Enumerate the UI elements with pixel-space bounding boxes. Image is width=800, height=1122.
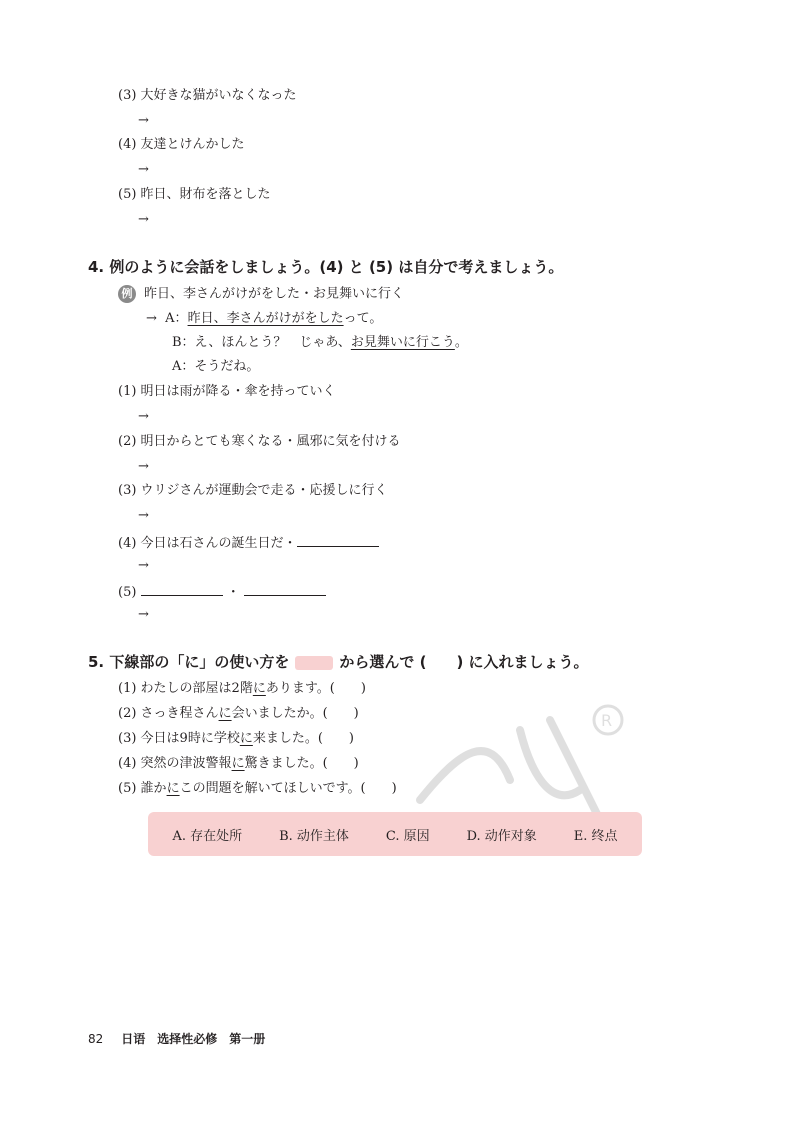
example-line-a2: A：そうだね。 (172, 359, 260, 374)
page-number: 82 (88, 1032, 104, 1046)
answer-blank[interactable] (244, 582, 326, 596)
option-e: E. 终点 (573, 828, 618, 844)
example-badge: 例 (118, 285, 136, 303)
s5-item-text: (4) 突然の津波警報 (118, 756, 232, 771)
s5-item-text: この問題を解いてほしいです。( ) (179, 781, 397, 796)
options-reference-chip (295, 656, 333, 670)
section5-heading-pre: 5. 下線部の「に」の使い方を (88, 653, 290, 671)
section5-heading-post: から選んで ( ) に入れましょう。 (339, 653, 589, 671)
s5-item-1 (118, 680, 366, 698)
s5-item-underlined: に (166, 781, 180, 796)
option-a: A. 存在处所 (172, 828, 243, 844)
s5-item-text: 来ました。( ) (252, 731, 354, 746)
s4-item-3: (3) ウリジさんが運動会で走る・応援しに行く (118, 483, 388, 498)
s5-item-text: 会いましたか。( ) (231, 706, 359, 721)
example-prompt (118, 285, 404, 304)
s5-item-text: 驚きました。( ) (244, 756, 359, 771)
s3-item-5: (5) 昨日、財布を落とした (118, 187, 271, 202)
s4-arrow-4: → (138, 558, 149, 573)
s3-item-3: (3) 大好きな猫がいなくなった (118, 88, 297, 103)
example-b-prefix: B：え、ほんとう？ じゃあ、 (172, 335, 351, 350)
s5-item-3 (118, 730, 354, 748)
s5-item-text: あります。( ) (265, 681, 366, 696)
options-box (148, 812, 642, 856)
answer-blank[interactable] (297, 533, 379, 547)
s5-item-4 (118, 755, 359, 773)
s3-arrow-5: → (138, 212, 149, 227)
option-c: C. 原因 (385, 828, 430, 844)
section4-heading: 4. 例のように会話をしましょう。(4) と (5) は自分で考えましょう。 (88, 258, 564, 276)
s5-item-underlined: に (252, 681, 266, 696)
example-b-underlined: お見舞いに行こう (350, 335, 455, 350)
s4-item-2: (2) 明日からとても寒くなる・風邪に気を付ける (118, 434, 401, 449)
s3-arrow-4: → (138, 162, 149, 177)
svg-text:R: R (601, 711, 613, 730)
option-d: D. 动作对象 (466, 828, 537, 844)
answer-blank[interactable] (141, 582, 223, 596)
s4-item-5-sep: ・ (226, 585, 240, 600)
s4-item-5-label: (5) (118, 585, 137, 600)
page-footer (88, 1030, 265, 1047)
s4-arrow-1: → (138, 409, 149, 424)
example-line-b (172, 334, 468, 352)
s5-item-text: (2) さっき程さん (118, 706, 219, 721)
s5-item-underlined: に (231, 756, 245, 771)
s3-item-4: (4) 友達とけんかした (118, 137, 245, 152)
s5-item-text: (1) わたしの部屋は2階 (118, 681, 253, 696)
s4-item-4-label: (4) 今日は石さんの誕生日だ・ (118, 536, 297, 551)
s5-item-text: (3) 今日は9時に学校 (118, 731, 240, 746)
example-a1-underlined: 昨日、李さんがけがをした (187, 311, 344, 326)
example-prompt-text: 昨日、李さんがけがをした・お見舞いに行く (144, 286, 405, 302)
book-title: 日语 选择性必修 第一册 (121, 1032, 266, 1046)
s4-arrow-3: → (138, 508, 149, 523)
option-b: B. 动作主体 (279, 828, 349, 844)
example-b-suffix: 。 (454, 335, 468, 350)
s5-item-text: (5) 誰か (118, 781, 167, 796)
example-arrow: → (146, 311, 157, 326)
s3-arrow-3: → (138, 113, 149, 128)
s4-arrow-2: → (138, 459, 149, 474)
s4-item-5 (118, 582, 326, 602)
example-a1-suffix: って。 (343, 311, 383, 326)
s4-item-4 (118, 533, 379, 553)
s4-arrow-5: → (138, 607, 149, 622)
example-a1-prefix: A： (165, 311, 188, 326)
s5-item-2 (118, 705, 359, 723)
s5-item-underlined: に (218, 706, 232, 721)
s5-item-5 (118, 780, 397, 798)
example-line-a1 (146, 310, 382, 328)
s5-item-underlined: に (239, 731, 253, 746)
s4-item-1: (1) 明日は雨が降る・傘を持っていく (118, 384, 336, 399)
section5-heading (88, 652, 589, 672)
